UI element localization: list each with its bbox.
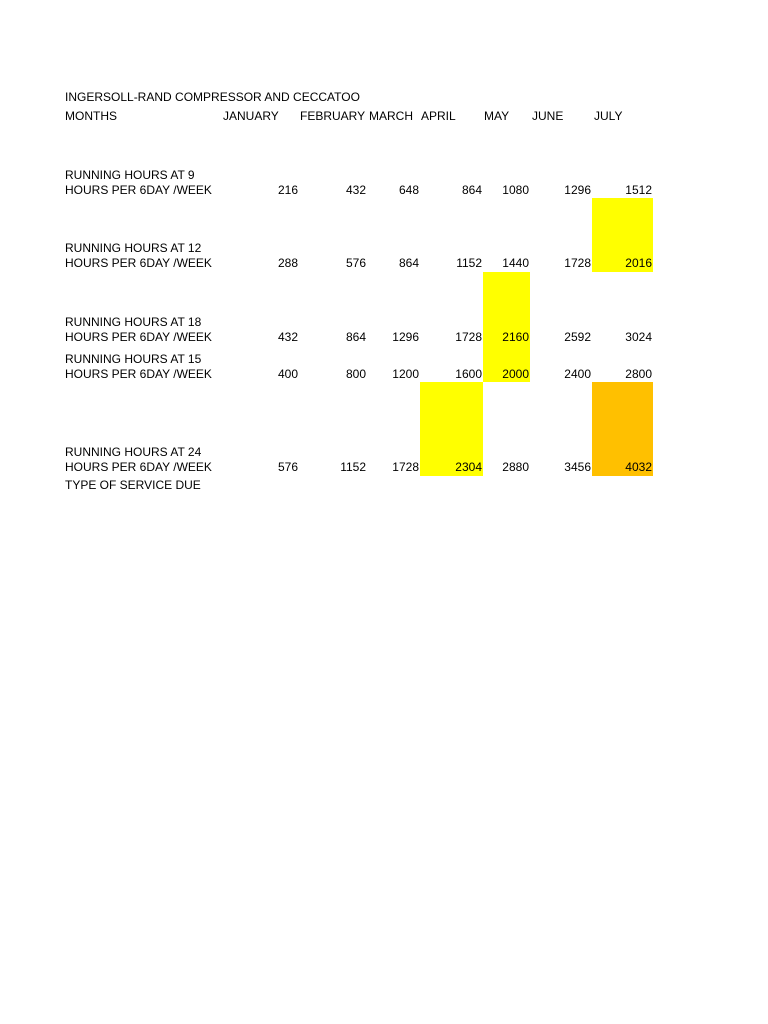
sheet-title: INGERSOLL-RAND COMPRESSOR AND CECCATOO	[65, 90, 360, 104]
month-header-april: APRIL	[421, 109, 456, 123]
row-label-line1: RUNNING HOURS AT 18	[65, 315, 202, 329]
cell-value: 1080	[502, 183, 529, 197]
cell-value: 288	[277, 256, 298, 270]
cell-value: 2304	[455, 460, 482, 474]
row-label-line1: RUNNING HOURS AT 24	[65, 445, 202, 459]
cell-value: 576	[345, 256, 366, 270]
cell-value: 1600	[455, 367, 482, 381]
row-label-line1: RUNNING HOURS AT 12	[65, 241, 202, 255]
row-label-line1: RUNNING HOURS AT 9	[65, 168, 195, 182]
row-label-line2: HOURS PER 6DAY /WEEK	[65, 330, 212, 344]
cell-value: 800	[345, 367, 366, 381]
cell-value: 1296	[564, 183, 591, 197]
cell-value: 864	[398, 256, 419, 270]
row-label-line2: HOURS PER 6DAY /WEEK	[65, 367, 212, 381]
month-header-may: MAY	[484, 109, 510, 123]
cell-value: 1512	[625, 183, 652, 197]
row-label-line1: RUNNING HOURS AT 15	[65, 352, 202, 366]
row-label-line2: HOURS PER 6DAY /WEEK	[65, 256, 212, 270]
cell-value: 1296	[392, 330, 419, 344]
cell-value: 1728	[564, 256, 591, 270]
cell-value: 2400	[564, 367, 591, 381]
cell-value: 4032	[625, 460, 652, 474]
cell-value: 2800	[625, 367, 652, 381]
cell-value: 1152	[456, 256, 482, 270]
cell-value: 864	[345, 330, 366, 344]
cell-value: 1152	[340, 460, 366, 474]
cell-value: 864	[461, 183, 482, 197]
row-label-line2: HOURS PER 6DAY /WEEK	[65, 183, 212, 197]
cell-value: 576	[277, 460, 298, 474]
month-header-july: JULY	[594, 109, 623, 123]
cell-value: 432	[277, 330, 298, 344]
cell-value: 2000	[502, 367, 529, 381]
cell-value: 216	[277, 183, 298, 197]
cell-value: 3456	[564, 460, 591, 474]
row-label-line2: HOURS PER 6DAY /WEEK	[65, 460, 212, 474]
month-header-february: FEBRUARY	[300, 109, 366, 123]
month-header-march: MARCH	[369, 109, 413, 123]
cell-value: 1728	[392, 460, 419, 474]
cell-value: 1200	[392, 367, 419, 381]
cell-value: 1440	[502, 256, 529, 270]
cell-value: 3024	[625, 330, 652, 344]
cell-value: 2880	[502, 460, 529, 474]
month-header-january: JANUARY	[223, 109, 279, 123]
cell-value: 400	[277, 367, 298, 381]
cell-value: 2592	[564, 330, 591, 344]
highlight-may-18h-15h	[483, 272, 530, 382]
months-label: MONTHS	[65, 109, 117, 123]
cell-value: 2160	[502, 330, 529, 344]
service-due-label: TYPE OF SERVICE DUE	[65, 478, 201, 492]
cell-value: 648	[398, 183, 419, 197]
month-header-june: JUNE	[532, 109, 564, 123]
cell-value: 432	[345, 183, 366, 197]
cell-value: 1728	[455, 330, 482, 344]
cell-value: 2016	[625, 256, 652, 270]
